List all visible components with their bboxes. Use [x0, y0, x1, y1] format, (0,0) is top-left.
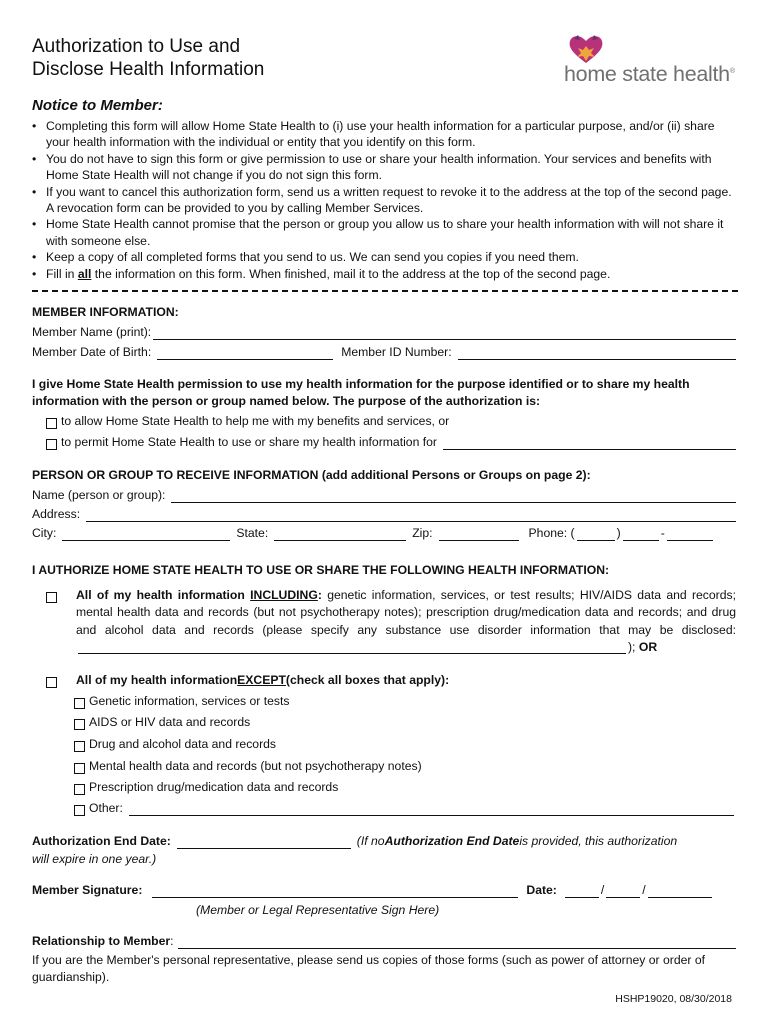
purpose-option-1: [46, 413, 738, 429]
except-item-checkbox[interactable]: [74, 784, 85, 795]
purpose-option-1-label: to allow Home State Health to help me with my benefits and services, or: [61, 414, 450, 428]
member-info-heading: MEMBER INFORMATION:: [32, 305, 179, 319]
bullet-emphasis: all: [77, 266, 92, 281]
purpose-field[interactable]: [443, 436, 736, 450]
relationship-field[interactable]: [178, 935, 736, 949]
recipient-address-label: Address:: [32, 507, 81, 521]
except-keyword: EXCEPT: [237, 673, 286, 687]
date-day-field[interactable]: [606, 884, 640, 898]
except-item-label: AIDS or HIV data and records: [89, 715, 251, 729]
state-field[interactable]: [274, 527, 406, 541]
permission-statement: I give Home State Health permission to use my health information for the purpose identified or to share my health information with the person or group named below. The purpose of the authorization is:: [32, 377, 690, 408]
except-item: [74, 693, 736, 709]
relationship-row: [32, 933, 738, 949]
date-slash: /: [642, 883, 646, 897]
recipient-address-row: [32, 506, 738, 522]
phone-dash: -: [660, 526, 665, 540]
section-divider: [32, 290, 738, 292]
city-field[interactable]: [62, 527, 230, 541]
state-label: State:: [236, 526, 269, 540]
other-label: Other:: [89, 801, 123, 815]
except-option: [76, 672, 736, 688]
except-item-other: [74, 800, 736, 816]
except-item-label: Drug and alcohol data and records: [89, 737, 276, 751]
except-checkbox[interactable]: [46, 677, 57, 688]
relationship-colon: :: [170, 934, 174, 948]
phone-line-field[interactable]: [667, 527, 713, 541]
date-slash: /: [600, 883, 605, 897]
disclosed-info-field[interactable]: [78, 640, 626, 654]
bullet-text: Fill in: [46, 266, 78, 281]
end-date-field[interactable]: [177, 835, 351, 849]
except-item-checkbox[interactable]: [74, 763, 85, 774]
except-item-label: Mental health data and records (but not psychotherapy notes): [89, 759, 422, 773]
phone-area-field[interactable]: [577, 527, 615, 541]
heart-logo-icon: [566, 33, 606, 65]
notice-bullet-last: [32, 266, 738, 282]
except-tail: (check all boxes that apply):: [285, 673, 450, 687]
including-text: genetic information, services, or test results; HIV/AIDS data and records; mental health data and records (but not psychotherapy notes); prescription drug/medication data and records; and drug and alcohol data and records (please specify any substance use disorder information that may be disclosed:: [76, 588, 736, 637]
form-code: HSHP19020, 08/30/2018: [615, 993, 732, 1005]
member-dob-row: [32, 344, 738, 360]
relationship-label: Relationship to Member: [32, 934, 171, 948]
member-name-label: Member Name (print):: [32, 325, 152, 339]
city-label: City:: [32, 526, 57, 540]
member-dob-field[interactable]: [157, 346, 333, 360]
signature-sublabel: (Member or Legal Representative Sign Here): [196, 903, 440, 917]
end-date-note-bold: Authorization End Date: [384, 834, 520, 848]
notice-bullet: • Keep a copy of all completed forms that you send to us. We can send you copies if you need them.: [32, 249, 738, 265]
except-item-label: Genetic information, services or tests: [89, 694, 290, 708]
notice-heading: Notice to Member:: [32, 97, 163, 114]
end-date-note-b: is provided, this authorization: [519, 834, 678, 848]
including-checkbox[interactable]: [46, 592, 57, 603]
member-name-row: [32, 324, 738, 340]
including-lead: All of my health information: [76, 588, 251, 602]
member-name-field[interactable]: [153, 326, 736, 340]
authorize-heading: I AUTHORIZE HOME STATE HEALTH TO USE OR SHARE THE FOLLOWING HEALTH INFORMATION:: [32, 563, 610, 577]
purpose-option-2: [46, 434, 738, 450]
signature-row: [32, 882, 738, 898]
date-label: Date:: [526, 883, 557, 897]
form-title: [32, 35, 264, 81]
notice-bullet: • Home State Health cannot promise that the person or group you allow us to share your health information with will not share it with someone else.: [32, 216, 738, 249]
phone-paren: ): [616, 526, 621, 540]
purpose-option-2-label: to permit Home State Health to use or share my health information for: [61, 435, 437, 449]
end-date-row: [32, 833, 738, 849]
phone-prefix-field[interactable]: [623, 527, 659, 541]
except-item: [74, 779, 736, 795]
purpose-option-1-checkbox[interactable]: [46, 418, 57, 429]
member-id-label: Member ID Number:: [341, 345, 452, 359]
except-item-label: Prescription drug/medication data and records: [89, 780, 339, 794]
recipient-city-row: [32, 525, 738, 541]
recipient-name-row: [32, 487, 738, 503]
date-year-field[interactable]: [648, 884, 712, 898]
including-keyword: INCLUDING: [250, 588, 318, 602]
phone-label: Phone: (: [528, 526, 575, 540]
except-item: [74, 758, 736, 774]
purpose-option-2-checkbox[interactable]: [46, 439, 57, 450]
zip-label: Zip:: [412, 526, 433, 540]
except-item-checkbox[interactable]: [74, 741, 85, 752]
end-date-note-a: (If no: [356, 834, 385, 848]
title-line-1: Authorization to Use and: [32, 36, 241, 57]
notice-bullets: [32, 118, 738, 282]
including-checkbox-wrap: [46, 589, 61, 607]
other-field[interactable]: [129, 802, 734, 816]
date-month-field[interactable]: [565, 884, 599, 898]
except-item: [74, 714, 736, 730]
logo-registered-mark: ®: [729, 67, 735, 75]
bullet-text: the information on this form. When finished, mail it to the address at the top of the second page.: [91, 266, 611, 281]
except-item: [74, 736, 736, 752]
logo-wordmark: [564, 62, 735, 87]
company-logo: [562, 33, 742, 88]
including-option: [76, 587, 736, 657]
title-line-2: Disclose Health Information: [32, 59, 265, 80]
logo-text: home state health: [564, 62, 730, 86]
member-id-field[interactable]: [458, 346, 736, 360]
except-checkbox-wrap: [46, 674, 61, 692]
recipient-heading: PERSON OR GROUP TO RECEIVE INFORMATION (add additional Persons or Groups on page 2):: [32, 468, 591, 482]
recipient-name-field[interactable]: [171, 489, 736, 503]
notice-bullet: • Completing this form will allow Home State Health to (i) use your health information for a particular purpose, and/or (ii) share your health information with the individual or entity that you identify on this form.: [32, 118, 738, 151]
relationship-note: If you are the Member's personal representative, please send us copies of those forms (such as power of attorney or order of guardianship).: [32, 953, 705, 984]
zip-field[interactable]: [439, 527, 519, 541]
including-end: );: [628, 640, 639, 655]
notice-bullet: • You do not have to sign this form or give permission to use or share your health information. Your services and benefits with Home State Health will not change if you do not sign this form.: [32, 151, 738, 184]
recipient-address-field[interactable]: [86, 508, 736, 522]
recipient-name-label: Name (person or group):: [32, 488, 166, 502]
signature-label: Member Signature:: [32, 883, 143, 897]
including-or: OR: [638, 640, 658, 655]
except-item-checkbox[interactable]: [74, 719, 85, 730]
notice-bullet: • If you want to cancel this authorization form, send us a written request to revoke it to the address at the top of the second page. A revocation form can be provided to you by calling Member Services.: [32, 184, 738, 217]
member-dob-label: Member Date of Birth:: [32, 345, 152, 359]
end-date-note-line2: will expire in one year.): [32, 852, 157, 866]
except-item-checkbox[interactable]: [74, 698, 85, 709]
including-colon: :: [317, 588, 322, 602]
except-lead: All of my health information: [76, 673, 238, 687]
signature-field[interactable]: [152, 884, 518, 898]
other-checkbox[interactable]: [74, 805, 85, 816]
end-date-label: Authorization End Date:: [32, 834, 171, 848]
